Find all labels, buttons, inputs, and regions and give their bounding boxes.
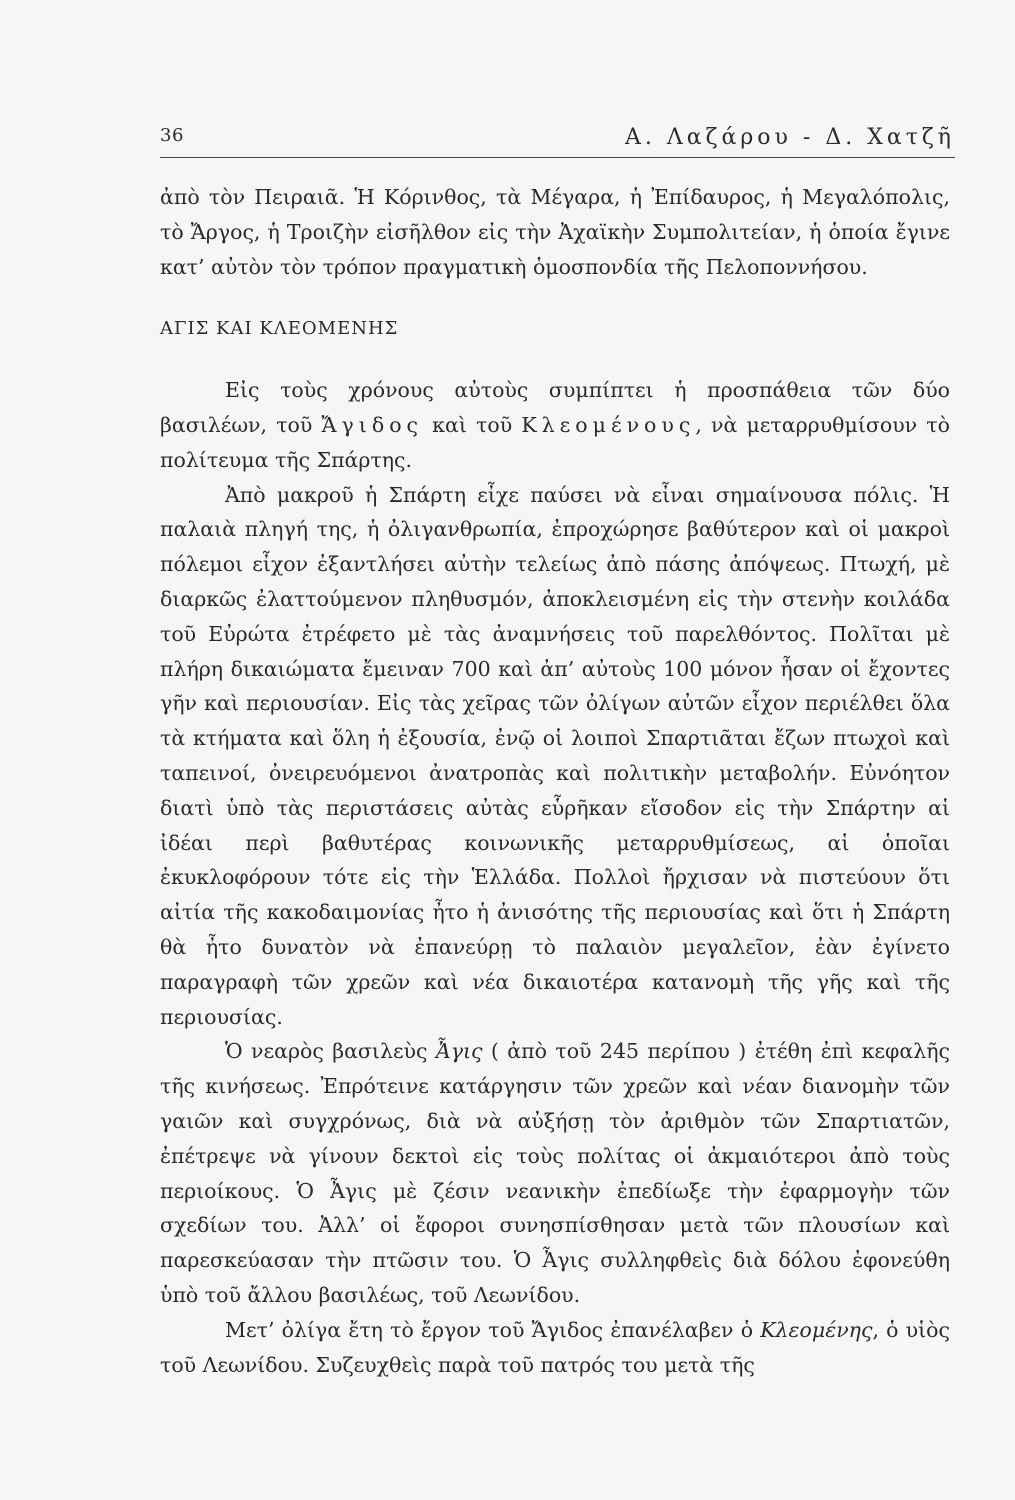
paragraph-2-text-a: Εἰς τοὺς χρόνους αὐτοὺς συμπίπτει ἡ προσπάθεια τῶν δύο βασιλέων, τοῦ [160,378,950,437]
running-head: Α. Λαζάρου - Δ. Χατζῆ [624,125,955,150]
paragraph-4-text-b: ( ἀπὸ τοῦ 245 περίπου ) ἐτέθη ἐπὶ κεφαλῆς τῆς κινήσεως. Ἐπρότεινε κατάργησιν τῶν χρεῶν καὶ νέαν διανομὴν τῶν γαιῶν καὶ συγχρόνως, διὰ νὰ αὐξήσῃ τὸν ἀριθμὸν τῶν Σπαρτιατῶν, ἐπέτρεψε νὰ γίνουν δεκτοὶ εἰς τοὺς πολίτας οἱ ἀκμαιότεροι ἀπὸ τοὺς περιοίκους. Ὁ Ἆγις μὲ ζέσιν νεανικὴν ἐπεδίωξε τὴν ἐφαρμογὴν τῶν σχεδίων του. Ἀλλ’ οἱ ἔφοροι συνησπίσθησαν μετὰ τῶν πλουσίων καὶ παρεσκεύασαν τὴν πτῶσιν του. Ὁ Ἆγις συλληφθεὶς διὰ δόλου ἐφονεύθη ὑπὸ τοῦ ἄλλου βασιλέως, τοῦ Λεωνίδου. [160,1039,950,1307]
paragraph-4 [160,1034,950,1312]
paragraph-5 [160,1313,950,1383]
name-kleomenis-italic: Κλεομένης [760,1317,873,1342]
name-agis: Ἄγιδος [321,412,424,437]
paragraph-4-text-a: Ὁ νεαρὸς βασιλεὺς [225,1039,436,1064]
name-kleomenis: Κλεομένους [521,412,696,437]
page-number: 36 [160,125,184,146]
paragraph-2-text-b: καὶ τοῦ [423,412,522,437]
header-rule [160,157,955,158]
paragraph-5-text-a: Μετ’ ὀλίγα ἔτη τὸ ἔργον τοῦ Ἄγιδος ἐπανέλαβεν ὁ [225,1317,761,1342]
page-header [160,125,955,155]
paragraph-3: Ἀπὸ μακροῦ ἡ Σπάρτη εἶχε παύσει νὰ εἶναι σημαίνουσα πόλις. Ἡ παλαιὰ πληγή της, ἡ ὀλιγανθρωπία, ἐπροχώρησε βαθύτερον καὶ οἱ μακροὶ πόλεμοι εἶχον ἐξαντλήσει αὐτὴν τελείως ἀπὸ πάσης ἀπόψεως. Πτωχή, μὲ διαρκῶς ἐλαττούμενον πληθυσμόν, ἀποκλεισμένη εἰς τὴν στενὴν κοιλάδα τοῦ Εὐρώτα ἐτρέφετο μὲ τὰς ἀναμνήσεις τοῦ παρελθόντος. Πολῖται μὲ πλήρη δικαιώματα ἔμειναν 700 καὶ ἀπ’ αὐτοὺς 100 μόνον ἦσαν οἱ ἔχοντες γῆν καὶ περιουσίαν. Εἰς τὰς χεῖρας τῶν ὀλίγων αὐτῶν εἶχον περιέλθει ὅλα τὰ κτήματα καὶ ὅλη ἡ ἐξουσία, ἐνῷ οἱ λοιποὶ Σπαρτιᾶται ἔζων πτωχοὶ καὶ ταπεινοί, ὀνειρευόμενοι ἀνατροπὰς καὶ πολιτικὴν μεταβολήν. Εὐνόητον διατὶ ὑπὸ τὰς περιστάσεις αὐτὰς εὗρῆκαν εἴσοδον εἰς τὴν Σπάρτην αἱ ἰδέαι περὶ βαθυτέρας κοινωνικῆς μεταρρυθμίσεως, αἱ ὁποῖαι ἐκυκλοφόρουν τότε εἰς τὴν Ἑλλάδα. Πολλοὶ ἤρχισαν νὰ πιστεύουν ὅτι αἰτία τῆς κακοδαιμονίας ἦτο ἡ ἀνισότης τῆς περιουσίας καὶ ὅτι ἡ Σπάρτη θὰ ἦτο δυνατὸν νὰ ἐπανεύρῃ τὸ παλαιὸν μεγαλεῖον, ἐὰν ἐγίνετο παραγραφὴ τῶν χρεῶν καὶ νέα δικαιοτέρα κατανομὴ τῆς γῆς καὶ τῆς περιουσίας. [160,482,950,1029]
body-text [160,180,950,1382]
name-agis-italic: Ἆγις [435,1039,483,1064]
paragraph-5-text-b: , ὁ υἱὸς τοῦ Λεωνίδου. Συζευχθεὶς παρὰ τοῦ πατρός του μετὰ τῆς [160,1317,951,1377]
paragraph-2 [160,373,950,477]
section-heading: ΑΓΙΣ ΚΑΙ ΚΛΕΟΜΕΝΗΣ [160,318,399,340]
paragraph-1: ἀπὸ τὸν Πειραιᾶ. Ἡ Κόρινθος, τὰ Μέγαρα, ἡ Ἐπίδαυρος, ἡ Μεγαλόπολις, τὸ Ἄργος, ἡ Τροιζὴν εἰσῆλθον εἰς τὴν Ἀχαϊκὴν Συμπολιτείαν, ἡ ὁποία ἔγινε κατ’ αὐτὸν τὸν τρόπον πραγματικὴ ὁμοσπονδία τῆς Πελοποννήσου. [160,185,950,279]
paragraph-2-text-c: , νὰ μεταρρυθμίσουν τὸ πολίτευμα τῆς Σπάρτης. [160,412,950,472]
